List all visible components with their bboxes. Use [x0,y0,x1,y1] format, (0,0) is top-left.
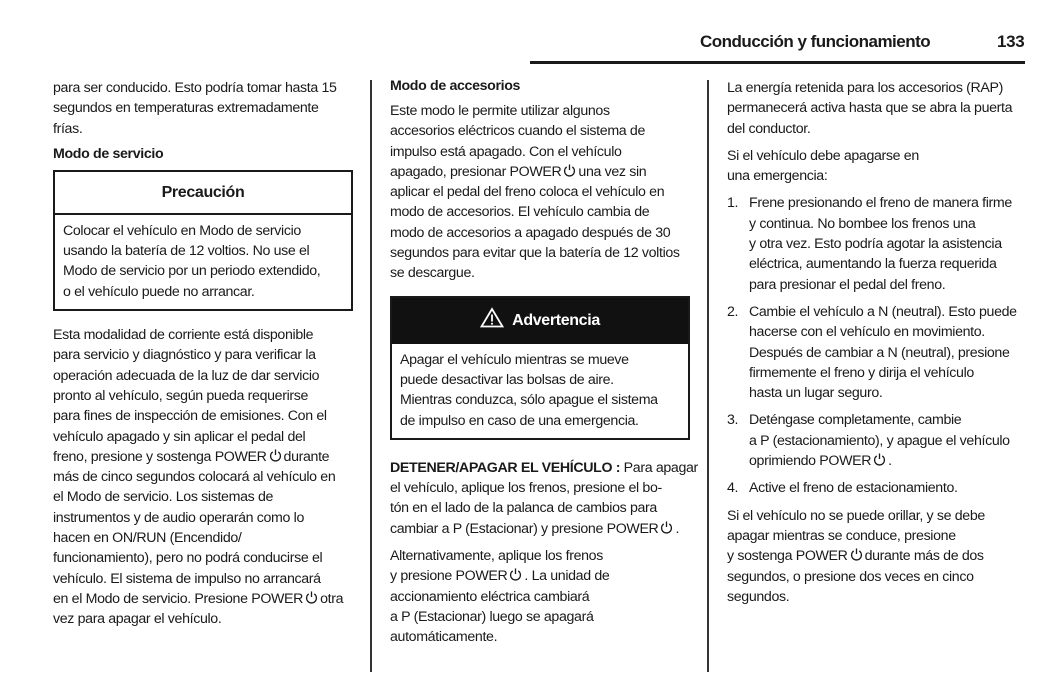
text-line: y otra vez. Esto podría agotar la asistencia [749,236,1002,253]
text-segment: . [888,453,892,470]
power-icon [269,448,282,461]
text-line: Frene presionando el freno de manera firme [749,195,1012,212]
text-segment: . [675,520,680,537]
text-segment: oprimiendo POWER [749,453,872,470]
column-divider [707,80,709,672]
text-line: Esta modalidad de corriente está disponible [53,327,314,344]
text-line: Mientras conduzca, sólo apague el sistema [400,392,658,409]
list-item-text [749,478,958,498]
paragraph [53,78,353,139]
text-line: accesorios eléctricos cuando el sistema de [390,123,645,140]
power-icon [509,567,522,580]
text-line: firmemente el freno y dirija el vehículo [749,364,974,381]
paragraph [53,325,353,629]
text-line: vehículo apagado y sin aplicar el pedal del [53,428,306,445]
text-line: apagar mientras se conduce, presione [727,527,956,544]
text-segment: freno, presione y sostenga POWER [53,448,267,465]
text-line: permanecerá activa hasta que se abra la puerta [727,100,1013,117]
text-line: segundos en temperaturas extremadamente [53,100,319,117]
text-segment: y presione POWER [390,568,508,585]
text-line: vehículo. El sistema de impulso no arrancará [53,570,321,587]
list-item-text [749,193,1012,294]
text-line: Deténgase completamente, cambie [749,412,962,429]
list-item [727,410,1027,471]
text-line: Después de cambiar a N (neutral), presione [749,344,1010,361]
text-segment: otra [320,590,344,607]
text-line: impulso está apagado. Con el vehículo [390,143,622,160]
warning-triangle-icon [480,307,504,328]
text-line [390,162,690,182]
list-number: 3. [727,412,739,429]
text-line: hasta un lugar seguro. [749,385,883,402]
warning-header [392,298,688,344]
text-line: operación adecuada de la luz de dar servicio [53,367,320,384]
text-segment: en el Modo de servicio. Presione POWER [53,590,304,607]
list-item-text [749,302,1017,403]
text-line: el vehículo, aplique los frenos, presione el bo- [390,480,662,497]
text-line: Alternativamente, aplique los frenos [390,548,603,565]
text-line: aplicar el pedal del freno coloca el vehículo en [390,184,665,201]
text-line: más de cinco segundos colocará al vehículo en [53,469,336,486]
text-line: automáticamente. [390,629,498,646]
text-line: o el vehículo puede no arrancar. [63,283,255,300]
text-line: Si el vehículo debe apagarse en [727,147,919,164]
text-line: Active el freno de estacionamiento. [749,480,958,497]
text-line: eléctrica, aumentando la fuerza requerida [749,256,997,273]
text-line: hacen en ON/RUN (Encendido/ [53,530,242,547]
text-segment: y sostenga POWER [727,548,848,565]
paragraph [727,78,1027,139]
text-line [390,519,690,539]
section-heading-accessory-mode: Modo de accesorios [390,78,521,94]
text-segment: apagado, presionar POWER [390,163,562,180]
text-line: a P (Estacionar) luego se apagará [390,608,594,625]
text-line: pronto al vehículo, según pueda requerirse [53,387,309,404]
text-line: frías. [53,120,83,137]
emergency-steps-list [727,193,1027,498]
text-line [390,566,690,586]
text-line: Para apagar [620,459,698,476]
text-line: se descargue. [390,265,475,282]
text-line: hacerse con el vehículo en movimiento. [749,324,985,341]
text-line: puede desactivar las bolsas de aire. [400,371,614,388]
text-line: tón en el lado de la palanca de cambios para [390,500,657,517]
text-line: La energía retenida para los accesorios (RAP) [727,80,1004,96]
text-segment: cambiar a P (Estacionar) y presione POWER [390,520,659,537]
list-item [727,193,1027,294]
text-line: funcionamiento), pero no podrá conducirse el [53,550,323,567]
text-line: segundos. [727,588,790,605]
list-number: 1. [727,195,739,212]
text-line: del conductor. [727,120,811,137]
text-line: a P (estacionamiento), y apague el vehículo [749,432,1010,449]
paragraph-continued [390,478,690,539]
page-header-title: Conducción y funcionamiento [700,32,931,51]
power-icon [563,163,576,176]
text-segment: una vez sin [578,163,647,180]
text-line [749,451,1010,471]
warning-title: Advertencia [512,311,600,329]
page-number: 133 [997,32,1025,51]
text-line: instrumentos y de audio operarán como lo [53,509,304,526]
power-icon [305,590,318,603]
power-icon [660,520,673,533]
paragraph [727,506,1027,607]
text-segment: . La unidad de [524,568,610,585]
header-rule [530,61,1025,64]
paragraph [390,546,690,647]
text-line: vez para apagar el vehículo. [53,611,222,628]
paragraph-stop-vehicle [390,458,698,539]
text-line: accionamiento eléctrica cambiará [390,588,590,605]
text-line: para ser conducido. Esto podría tomar hasta 15 [53,80,337,96]
text-line: modo de accesorios a apagado después de 30 [390,224,671,241]
text-line: Modo de servicio por un periodo extendido, [63,263,321,280]
text-segment: durante [283,448,330,465]
caution-box [53,170,353,311]
text-line: Si el vehículo no se puede orillar, y se debe [727,507,985,524]
text-line: modo de accesorios. El vehículo cambia de [390,204,650,221]
text-line: para fines de inspección de emisiones. Con el [53,408,327,425]
list-item-text [749,410,1010,471]
power-icon [850,547,863,560]
section-heading-service-mode: Modo de servicio [53,145,164,162]
text-line [53,589,353,609]
caution-body [55,215,351,309]
column-3 [727,78,1027,614]
text-line: el Modo de servicio. Los sistemas de [53,489,274,506]
text-line: Apagar el vehículo mientras se mueve [400,351,629,368]
text-line: segundos, o presione dos veces en cinco [727,568,974,585]
text-line [727,546,1027,566]
warning-box [390,296,690,440]
warning-body [392,344,688,438]
column-divider [370,80,372,672]
column-2 [390,78,698,655]
text-line: de impulso en caso de una emergencia. [400,412,639,429]
paragraph [727,146,1027,187]
text-line: para servicio y diagnóstico y para verificar la [53,347,316,364]
text-line: una emergencia: [727,168,828,185]
list-number: 4. [727,480,739,497]
text-line [53,447,353,467]
stop-vehicle-lead: DETENER/APAGAR EL VEHÍCULO : [390,459,621,476]
text-line: Cambie el vehículo a N (neutral). Esto puede [749,303,1017,320]
text-line: Este modo le permite utilizar algunos [390,103,610,119]
text-line: segundos para evitar que la batería de 12 voltios [390,245,680,262]
text-line: Colocar el vehículo en Modo de servicio [63,222,301,239]
column-1 [53,78,353,637]
text-line: para presionar el pedal del freno. [749,276,946,293]
text-line: usando la batería de 12 voltios. No use el [63,243,310,260]
power-icon [873,452,886,465]
list-number: 2. [727,303,739,320]
list-item [727,302,1027,403]
caution-title: Precaución [55,172,351,215]
text-segment: durante más de dos [864,548,984,565]
text-line: y continua. No bombee los frenos una [749,215,976,232]
paragraph [390,101,690,284]
list-item [727,478,1027,498]
